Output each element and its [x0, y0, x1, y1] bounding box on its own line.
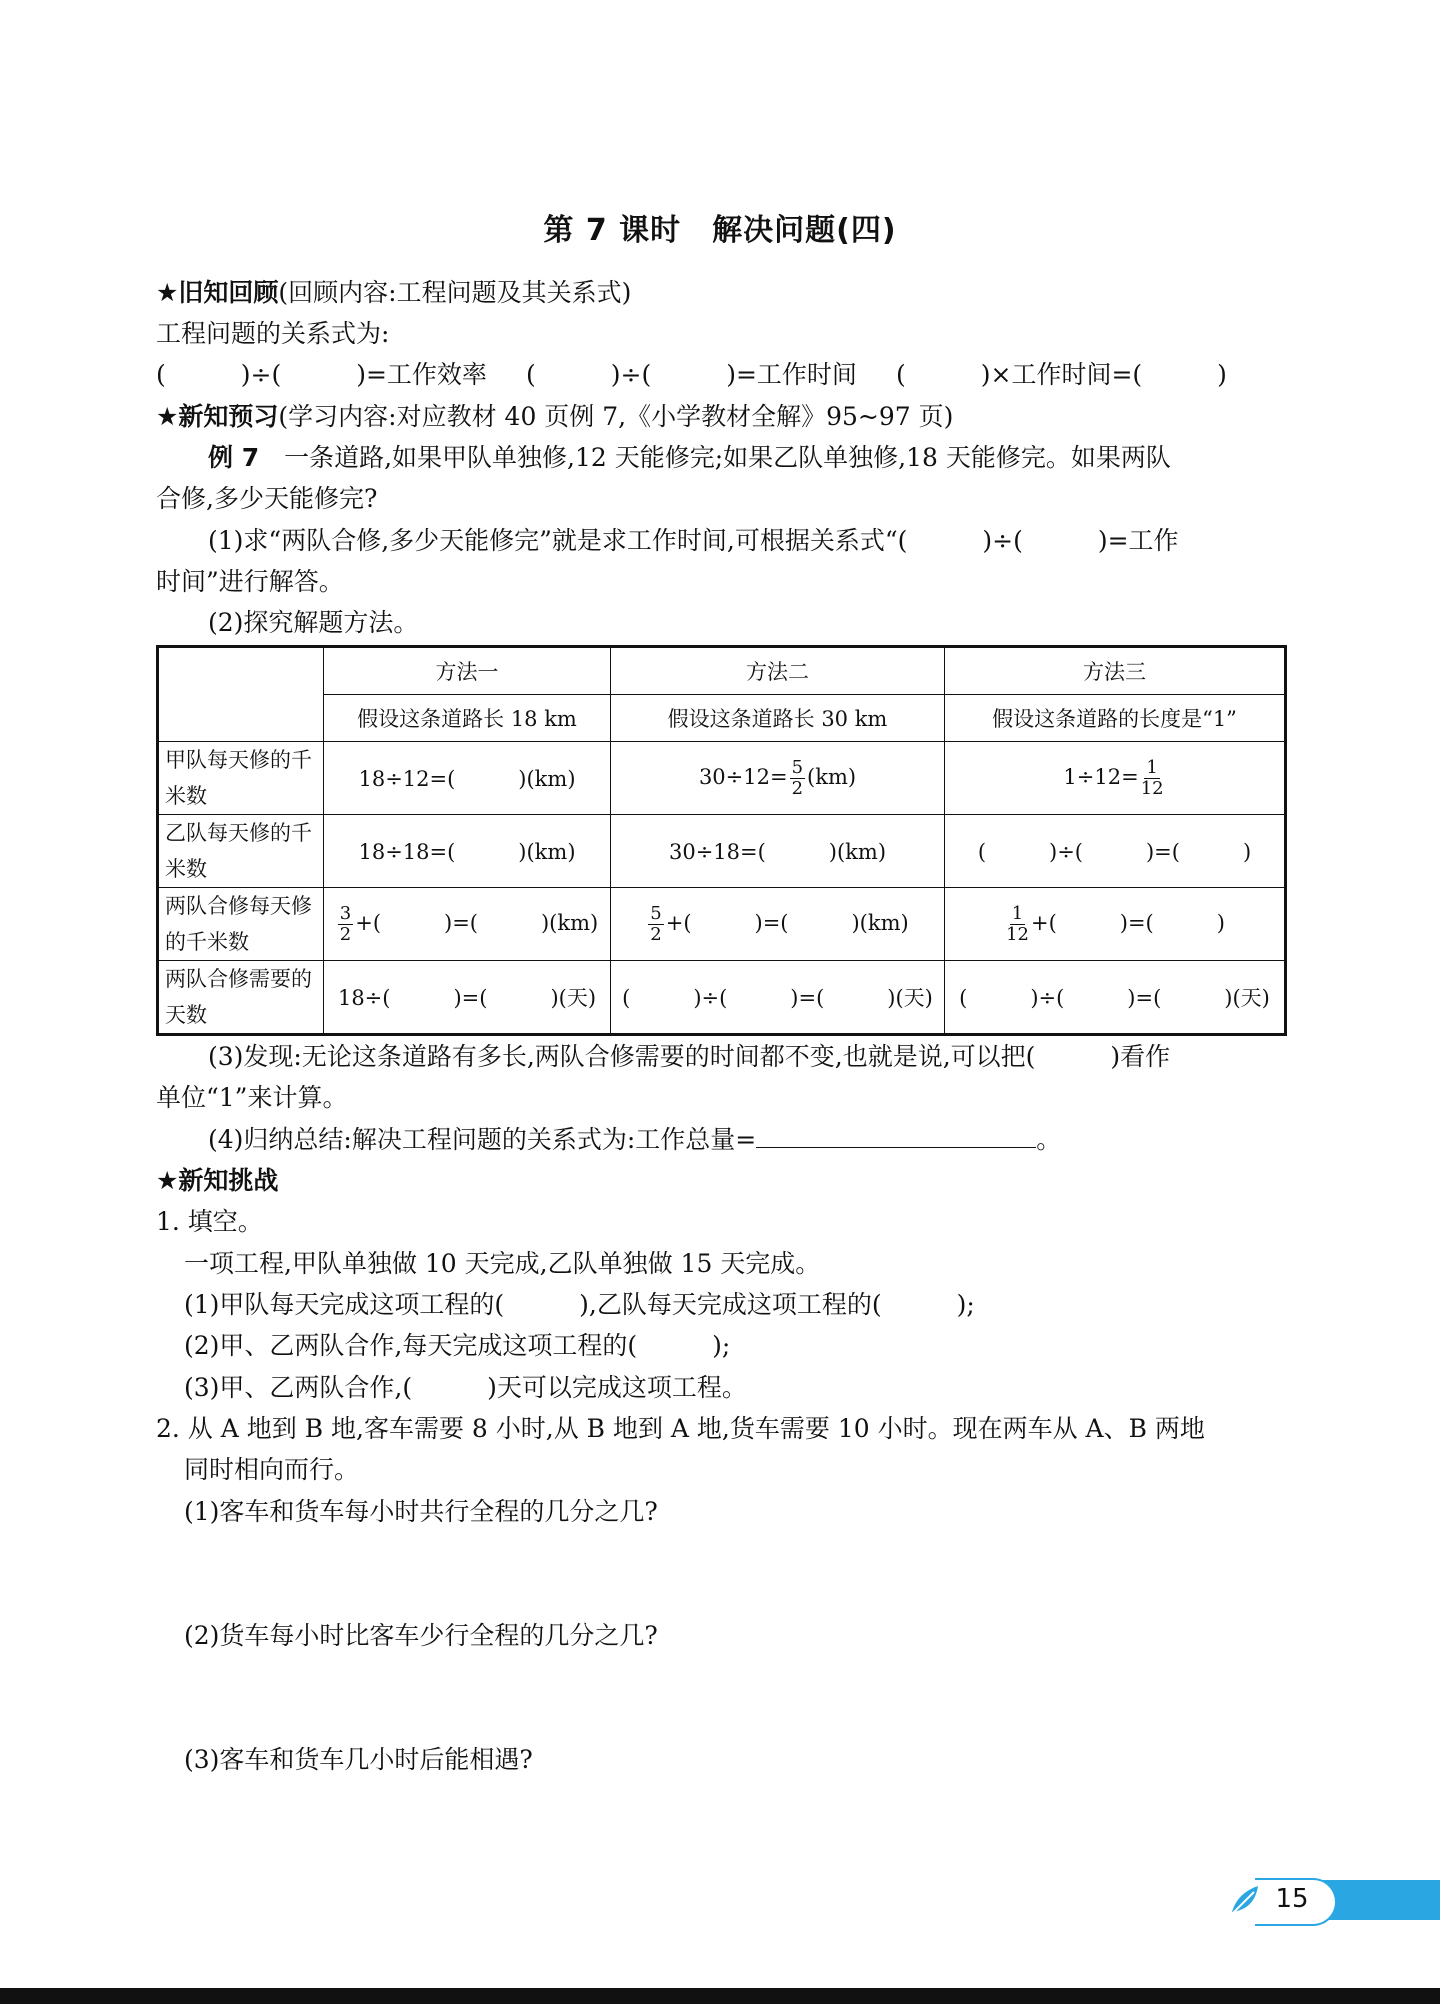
- question-4-end: 。: [1036, 1125, 1062, 1154]
- example-label: 例 7: [208, 443, 260, 472]
- formula-time: ( )÷( )=工作时间: [526, 360, 857, 389]
- cell-yi-m3: ( )÷( )=( ): [945, 815, 1286, 888]
- cell-days-m2: ( )÷( )=( )(天): [611, 961, 945, 1035]
- table-row: [158, 695, 1286, 742]
- table-corner-cell: [158, 647, 324, 742]
- cell-jia-m1: 18÷12=( )(km): [324, 742, 611, 815]
- formula-efficiency: ( )÷( )=工作效率: [156, 360, 487, 389]
- question-4: (4)归纳总结:解决工程问题的关系式为:工作总量=: [208, 1125, 757, 1154]
- fraction-denominator: 2: [339, 923, 352, 945]
- problem-1-intro: 一项工程,甲队单独做 10 天完成,乙队单独做 15 天完成。: [184, 1249, 821, 1278]
- question-1-line-2: 时间”进行解答。: [156, 567, 344, 596]
- problem-2-q3: (3)客车和货车几小时后能相遇?: [184, 1745, 533, 1774]
- formula-total: ( )×工作时间=( ): [896, 360, 1227, 389]
- fraction-denominator: 12: [1140, 777, 1164, 799]
- review-heading-note: (回顾内容:工程问题及其关系式): [278, 278, 632, 307]
- fraction: [1006, 904, 1029, 945]
- table-row: [158, 647, 1286, 695]
- fraction: [790, 758, 805, 799]
- question-2: (2)探究解题方法。: [208, 608, 419, 637]
- lesson-title: 第 7 课时 解决问题(四): [543, 213, 897, 248]
- cell-days-m1: 18÷( )=( )(天): [324, 961, 611, 1035]
- fraction: [648, 904, 663, 945]
- review-heading-line: [156, 273, 631, 309]
- fraction-denominator: 12: [1006, 923, 1029, 945]
- method-3-assumption: 假设这条道路的长度是“1”: [945, 695, 1286, 742]
- problem-2-q1: (1)客车和货车每小时共行全程的几分之几?: [184, 1497, 658, 1526]
- methods-table: [156, 645, 1287, 1036]
- question-3-line-1: (3)发现:无论这条道路有多长,两队合修需要的时间都不变,也就是说,可以把( )看作: [208, 1042, 1171, 1071]
- cell-text: +( )=( )(km): [355, 910, 599, 935]
- problem-1-title: 1. 填空。: [156, 1207, 263, 1236]
- table-row: [158, 815, 1286, 888]
- cell-text: +( )=( ): [1030, 910, 1225, 935]
- leaf-icon: [1228, 1882, 1262, 1922]
- fraction-denominator: 2: [650, 923, 662, 945]
- cell-combined-m3: [945, 888, 1286, 961]
- problem-1-q2: (2)甲、乙两队合作,每天完成这项工程的( );: [184, 1331, 731, 1360]
- method-1-assumption: 假设这条道路长 18 km: [324, 695, 611, 742]
- cell-text: +( )=( )(km): [665, 910, 909, 935]
- fraction-numerator: 1: [1011, 902, 1024, 924]
- question-1-line-1: (1)求“两队合修,多少天能修完”就是求工作时间,可根据关系式“( )÷( )=工作: [208, 526, 1179, 555]
- page-number: 15: [1275, 1884, 1309, 1914]
- cell-text: 1÷12=: [1063, 764, 1139, 789]
- cell-jia-m3: [945, 742, 1286, 815]
- preview-heading: ★新知预习: [156, 402, 279, 431]
- answer-blank[interactable]: [756, 1125, 1036, 1148]
- problem-2-q2: (2)货车每小时比客车少行全程的几分之几?: [184, 1621, 658, 1650]
- challenge-heading: ★新知挑战: [156, 1166, 279, 1195]
- problem-1-q3: (3)甲、乙两队合作,( )天可以完成这项工程。: [184, 1373, 747, 1402]
- method-1-header: 方法一: [324, 647, 611, 695]
- cell-yi-m1: 18÷18=( )(km): [324, 815, 611, 888]
- row-header-days: 两队合修需要的天数: [158, 961, 324, 1035]
- method-2-assumption: 假设这条道路长 30 km: [611, 695, 945, 742]
- fraction-numerator: 3: [339, 902, 352, 924]
- fraction-denominator: 2: [791, 777, 804, 799]
- fraction-numerator: 1: [1146, 756, 1158, 778]
- preview-heading-line: [156, 397, 953, 433]
- problem-2-line-2: 同时相向而行。: [184, 1455, 360, 1484]
- method-2-header: 方法二: [611, 647, 945, 695]
- cell-combined-m2: [611, 888, 945, 961]
- fraction: [338, 904, 353, 945]
- cell-text: (km): [807, 764, 857, 789]
- table-row: [158, 961, 1286, 1035]
- review-heading: ★旧知回顾: [156, 278, 279, 307]
- question-4-line: [208, 1120, 1061, 1156]
- fraction-numerator: 5: [791, 756, 804, 778]
- table-row: [158, 888, 1286, 961]
- example-line-1: [208, 438, 1171, 474]
- bottom-rule: [0, 1988, 1440, 2004]
- example-text-2: 合修,多少天能修完?: [156, 484, 378, 513]
- method-3-header: 方法三: [945, 647, 1286, 695]
- fraction: [1141, 758, 1164, 799]
- review-intro: 工程问题的关系式为:: [156, 319, 390, 348]
- cell-yi-m2: 30÷18=( )(km): [611, 815, 945, 888]
- row-header-jia: 甲队每天修的千米数: [158, 742, 324, 815]
- problem-2-line-1: 2. 从 A 地到 B 地,客车需要 8 小时,从 B 地到 A 地,货车需要 10 小时。现在两车从 A、B 两地: [156, 1414, 1205, 1443]
- review-formulas: [156, 355, 1227, 391]
- example-text-1: 一条道路,如果甲队单独修,12 天能修完;如果乙队单独修,18 天能修完。如果两队: [259, 443, 1171, 472]
- table-row: [158, 742, 1286, 815]
- preview-heading-note: (学习内容:对应教材 40 页例 7,《小学教材全解》95~97 页): [278, 402, 954, 431]
- cell-combined-m1: [324, 888, 611, 961]
- cell-text: 30÷12=: [698, 764, 788, 789]
- row-header-yi: 乙队每天修的千米数: [158, 815, 324, 888]
- question-3-line-2: 单位“1”来计算。: [156, 1083, 348, 1112]
- fraction-numerator: 5: [650, 902, 662, 924]
- problem-1-q1: (1)甲队每天完成这项工程的( ),乙队每天完成这项工程的( );: [184, 1290, 975, 1319]
- cell-jia-m2: [611, 742, 945, 815]
- row-header-combined-rate: 两队合修每天修的千米数: [158, 888, 324, 961]
- cell-days-m3: ( )÷( )=( )(天): [945, 961, 1286, 1035]
